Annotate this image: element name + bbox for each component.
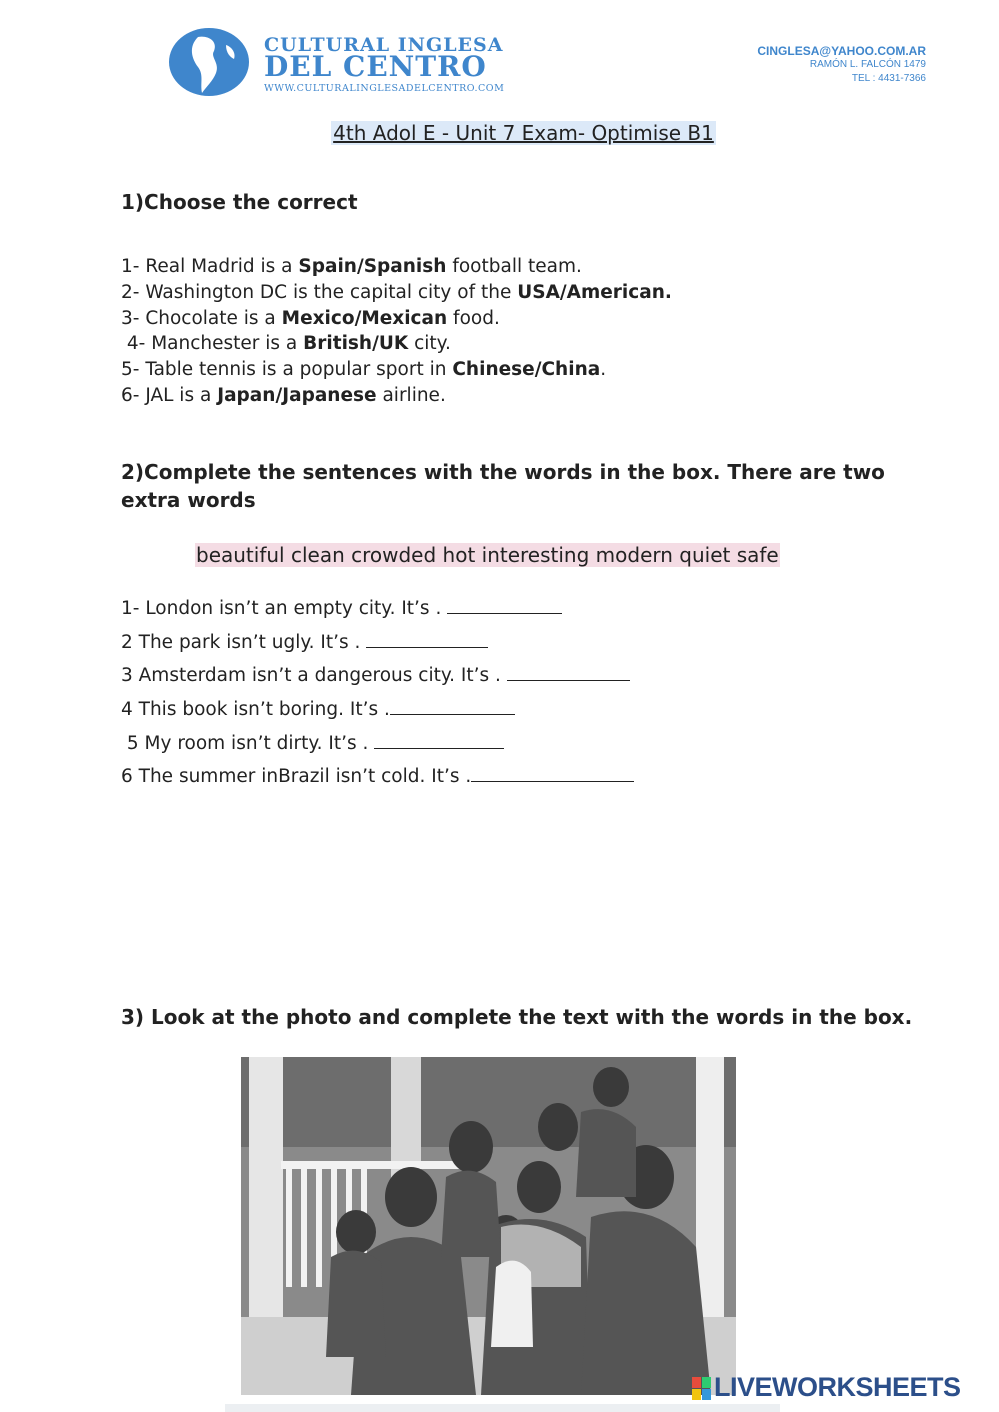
contact-phone: TEL : 4431-7366 <box>851 73 926 84</box>
word-box: beautiful clean crowded hot interesting modern quiet safe <box>196 543 779 567</box>
live-badge-icon <box>692 1377 712 1401</box>
list-item: 5- Table tennis is a popular sport in Chinese/China. <box>121 359 607 381</box>
globe-logo-icon <box>168 27 250 97</box>
sentence-item: 5 My room isn’t dirty. It’s . <box>121 732 504 754</box>
section2-heading-line2: extra words <box>121 488 256 512</box>
answer-blank[interactable] <box>471 765 634 782</box>
family-photo <box>241 1057 736 1395</box>
brand-name-line1: CULTURAL INGLESA <box>264 34 504 56</box>
answer-blank[interactable] <box>447 597 562 614</box>
brand-url: WWW.CULTURALINGLESADELCENTRO.COM <box>264 83 505 94</box>
section1-list <box>121 254 672 409</box>
sentence-item: 6 The summer inBrazil isn’t cold. It’s . <box>121 765 634 787</box>
list-item: 4- Manchester is a British/UK city. <box>121 333 451 355</box>
answer-blank[interactable] <box>374 732 504 749</box>
section1-heading: 1)Choose the correct <box>121 190 358 214</box>
section2-heading-line1: 2)Complete the sentences with the words in the box. There are two <box>121 460 885 484</box>
list-item: 2- Washington DC is the capital city of the USA/American. <box>121 281 672 303</box>
sentence-item: 3 Amsterdam isn’t a dangerous city. It’s . <box>121 664 630 686</box>
section3-heading: 3) Look at the photo and complete the text with the words in the box. <box>121 1005 913 1029</box>
contact-email: CINGLESA@YAHOO.COM.AR <box>757 44 926 58</box>
contact-address: RAMÓN L. FALCÓN 1479 <box>809 59 926 70</box>
list-item: 6- JAL is a Japan/Japanese airline. <box>121 384 446 406</box>
sentence-item: 1- London isn’t an empty city. It’s . <box>121 597 562 619</box>
brand-name-line2: DEL CENTRO <box>264 50 487 83</box>
sentence-item: 2 The park isn’t ugly. It’s . <box>121 631 488 653</box>
liveworksheets-logo: LIVEWORKSHEETS <box>692 1372 961 1403</box>
bottom-strip <box>225 1404 780 1412</box>
answer-blank[interactable] <box>507 664 630 681</box>
list-item: 3- Chocolate is a Mexico/Mexican food. <box>121 307 500 329</box>
contact-block <box>757 44 926 86</box>
answer-blank[interactable] <box>366 631 488 648</box>
list-item: 1- Real Madrid is a Spain/Spanish football team. <box>121 256 582 277</box>
page-title: 4th Adol E - Unit 7 Exam- Optimise B1 <box>333 121 714 145</box>
answer-blank[interactable] <box>390 698 515 715</box>
sentence-item: 4 This book isn’t boring. It’s . <box>121 698 515 720</box>
